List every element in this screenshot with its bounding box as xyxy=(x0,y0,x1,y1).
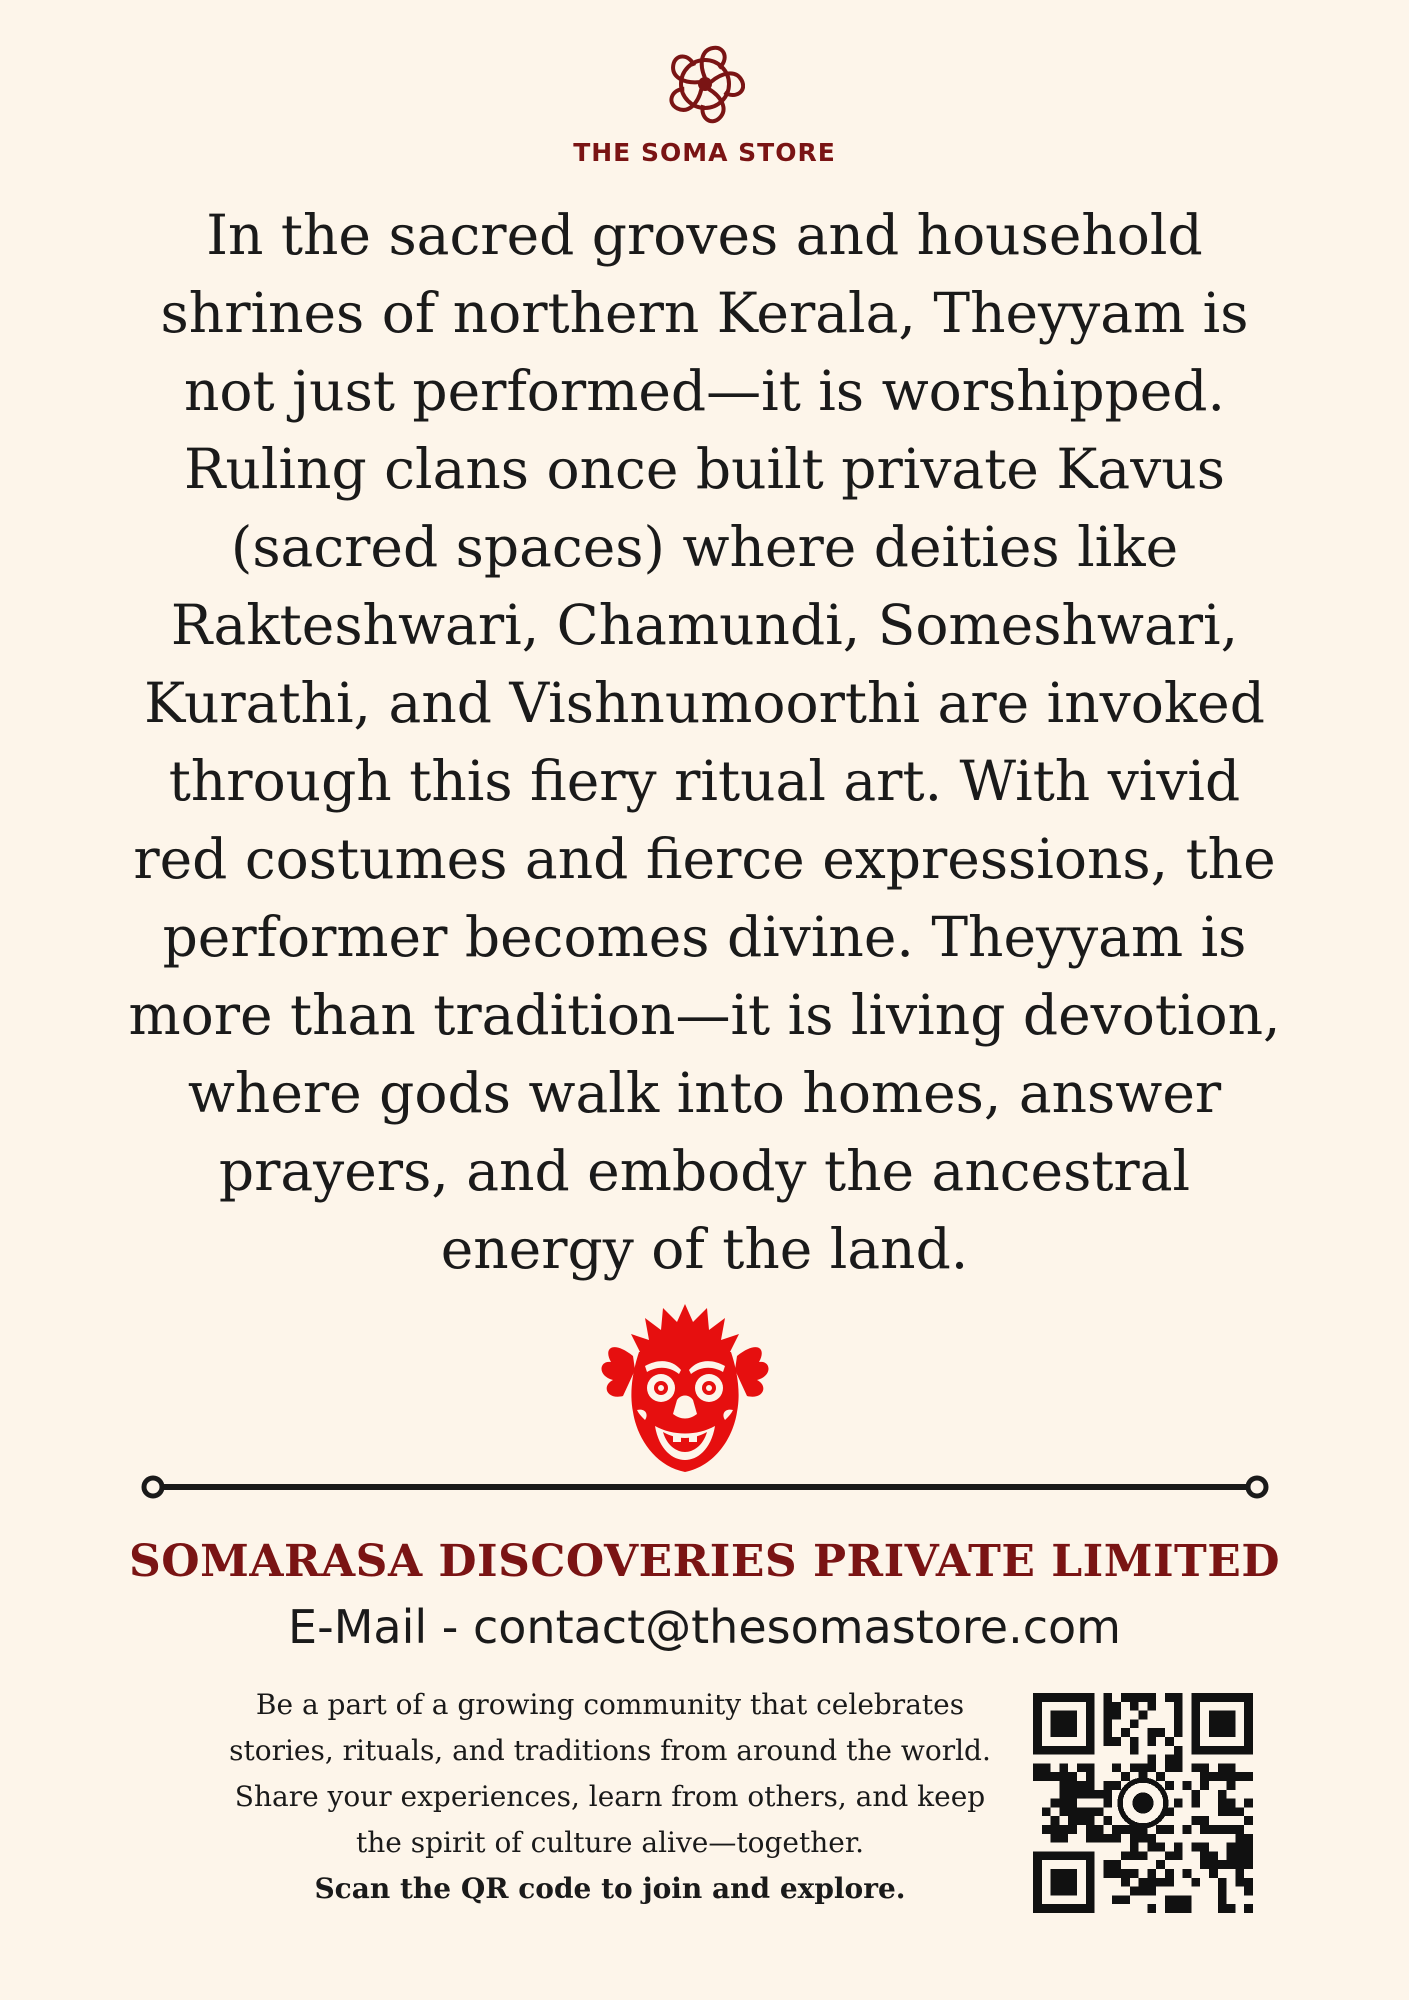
community-blurb xyxy=(210,1682,1010,1912)
community-text: Be a part of a growing community that celebrates stories, rituals, and traditions from around the world. Share your experiences, learn from others, and keep the spirit of culture alive—together. xyxy=(229,1688,991,1859)
brand-logo xyxy=(0,44,1409,167)
brand-name: THE SOMA STORE xyxy=(573,138,836,167)
story-paragraph: In the sacred groves and household shrines of northern Kerala, Theyyam is not just performed—it is worshipped. Ruling clans once built private Kavus (sacred spaces) where deities like Rakteshwari, Chamundi, Someshwari, Kurathi, and Vishnumoorthi are invoked through this fiery ritual art. With vivid red costumes and fierce expressions, the performer becomes divine. Theyyam is more than tradition—it is living devotion, where gods walk into homes, answer prayers, and embody the ancestral energy of the land. xyxy=(128,203,1281,1281)
company-name: SOMARASA DISCOVERIES PRIVATE LIMITED xyxy=(129,1536,1280,1587)
email-contact[interactable]: E-Mail - contact@thesomastore.com xyxy=(288,1600,1121,1654)
divider-line xyxy=(140,1474,1270,1500)
theyyam-mask-icon xyxy=(593,1300,777,1480)
qr-call-to-action: Scan the QR code to join and explore. xyxy=(314,1872,906,1905)
flower-knot-icon xyxy=(665,44,745,124)
qr-code-icon[interactable] xyxy=(1033,1693,1253,1913)
